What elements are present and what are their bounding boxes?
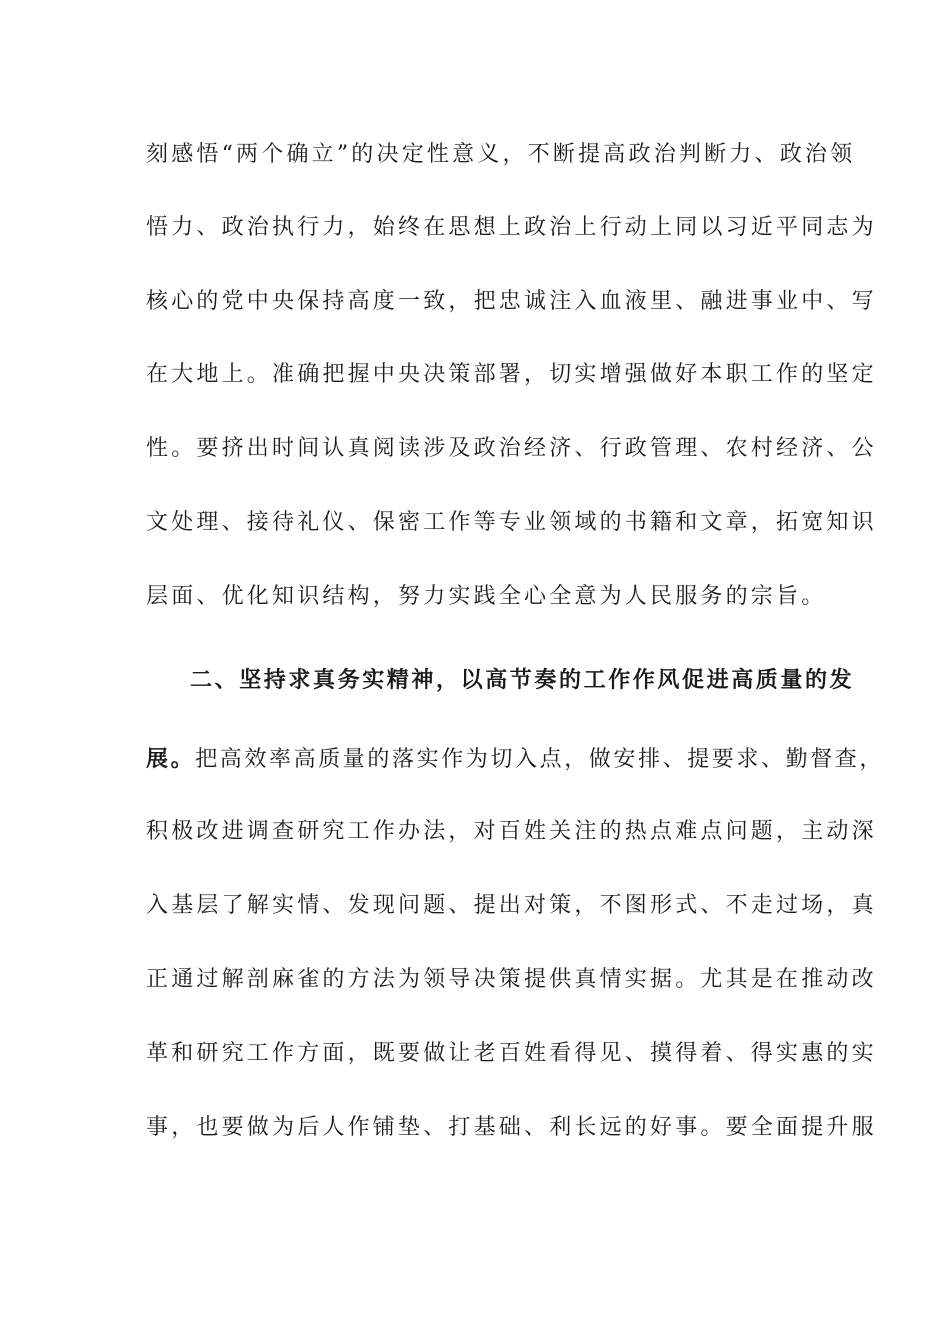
paragraph-line: 事，也要做为后人作铺垫、打基础、利长远的好事。要全面提升服	[146, 1115, 877, 1140]
paragraph-line: 在大地上。准确把握中央决策部署，切实增强做好本职工作的坚定	[146, 362, 877, 387]
paragraph-line: 核心的党中央保持高度一致，把忠诚注入血液里、融进事业中、写	[146, 289, 877, 314]
paragraph-line: 刻感悟“两个确立”的决定性意义，不断提高政治判断力、政治领	[146, 142, 856, 167]
paragraph-text: 把高效率高质量的落实作为切入点，做安排、提要求、勤督查，	[195, 747, 885, 772]
paragraph-line: 文处理、接待礼仪、保密工作等专业领域的书籍和文章，拓宽知识	[146, 510, 877, 535]
paragraph-line: 革和研究工作方面，既要做让老百姓看得见、摸得着、得实惠的实	[146, 1041, 877, 1066]
section-heading-end: 展。	[146, 746, 196, 772]
paragraph-line: 积极改进调查研究工作办法，对百姓关注的热点难点问题，主动深	[146, 819, 877, 844]
paragraph-line: 入基层了解实情、发现问题、提出对策，不图形式、不走过场，真	[146, 893, 877, 918]
paragraph-line: 悟力、政治执行力，始终在思想上政治上行动上同以习近平同志为	[146, 215, 877, 240]
paragraph-line: 层面、优化知识结构，努力实践全心全意为人民服务的宗旨。	[146, 584, 827, 609]
paragraph-line: 正通过解剖麻雀的方法为领导决策提供真情实据。尤其是在推动改	[146, 967, 877, 992]
paragraph-line	[146, 745, 885, 774]
paragraph-line: 性。要挤出时间认真阅读涉及政治经济、行政管理、农村经济、公	[146, 436, 877, 461]
section-heading: 二、坚持求真务实精神，以高节奏的工作作风促进高质量的发	[190, 667, 855, 693]
